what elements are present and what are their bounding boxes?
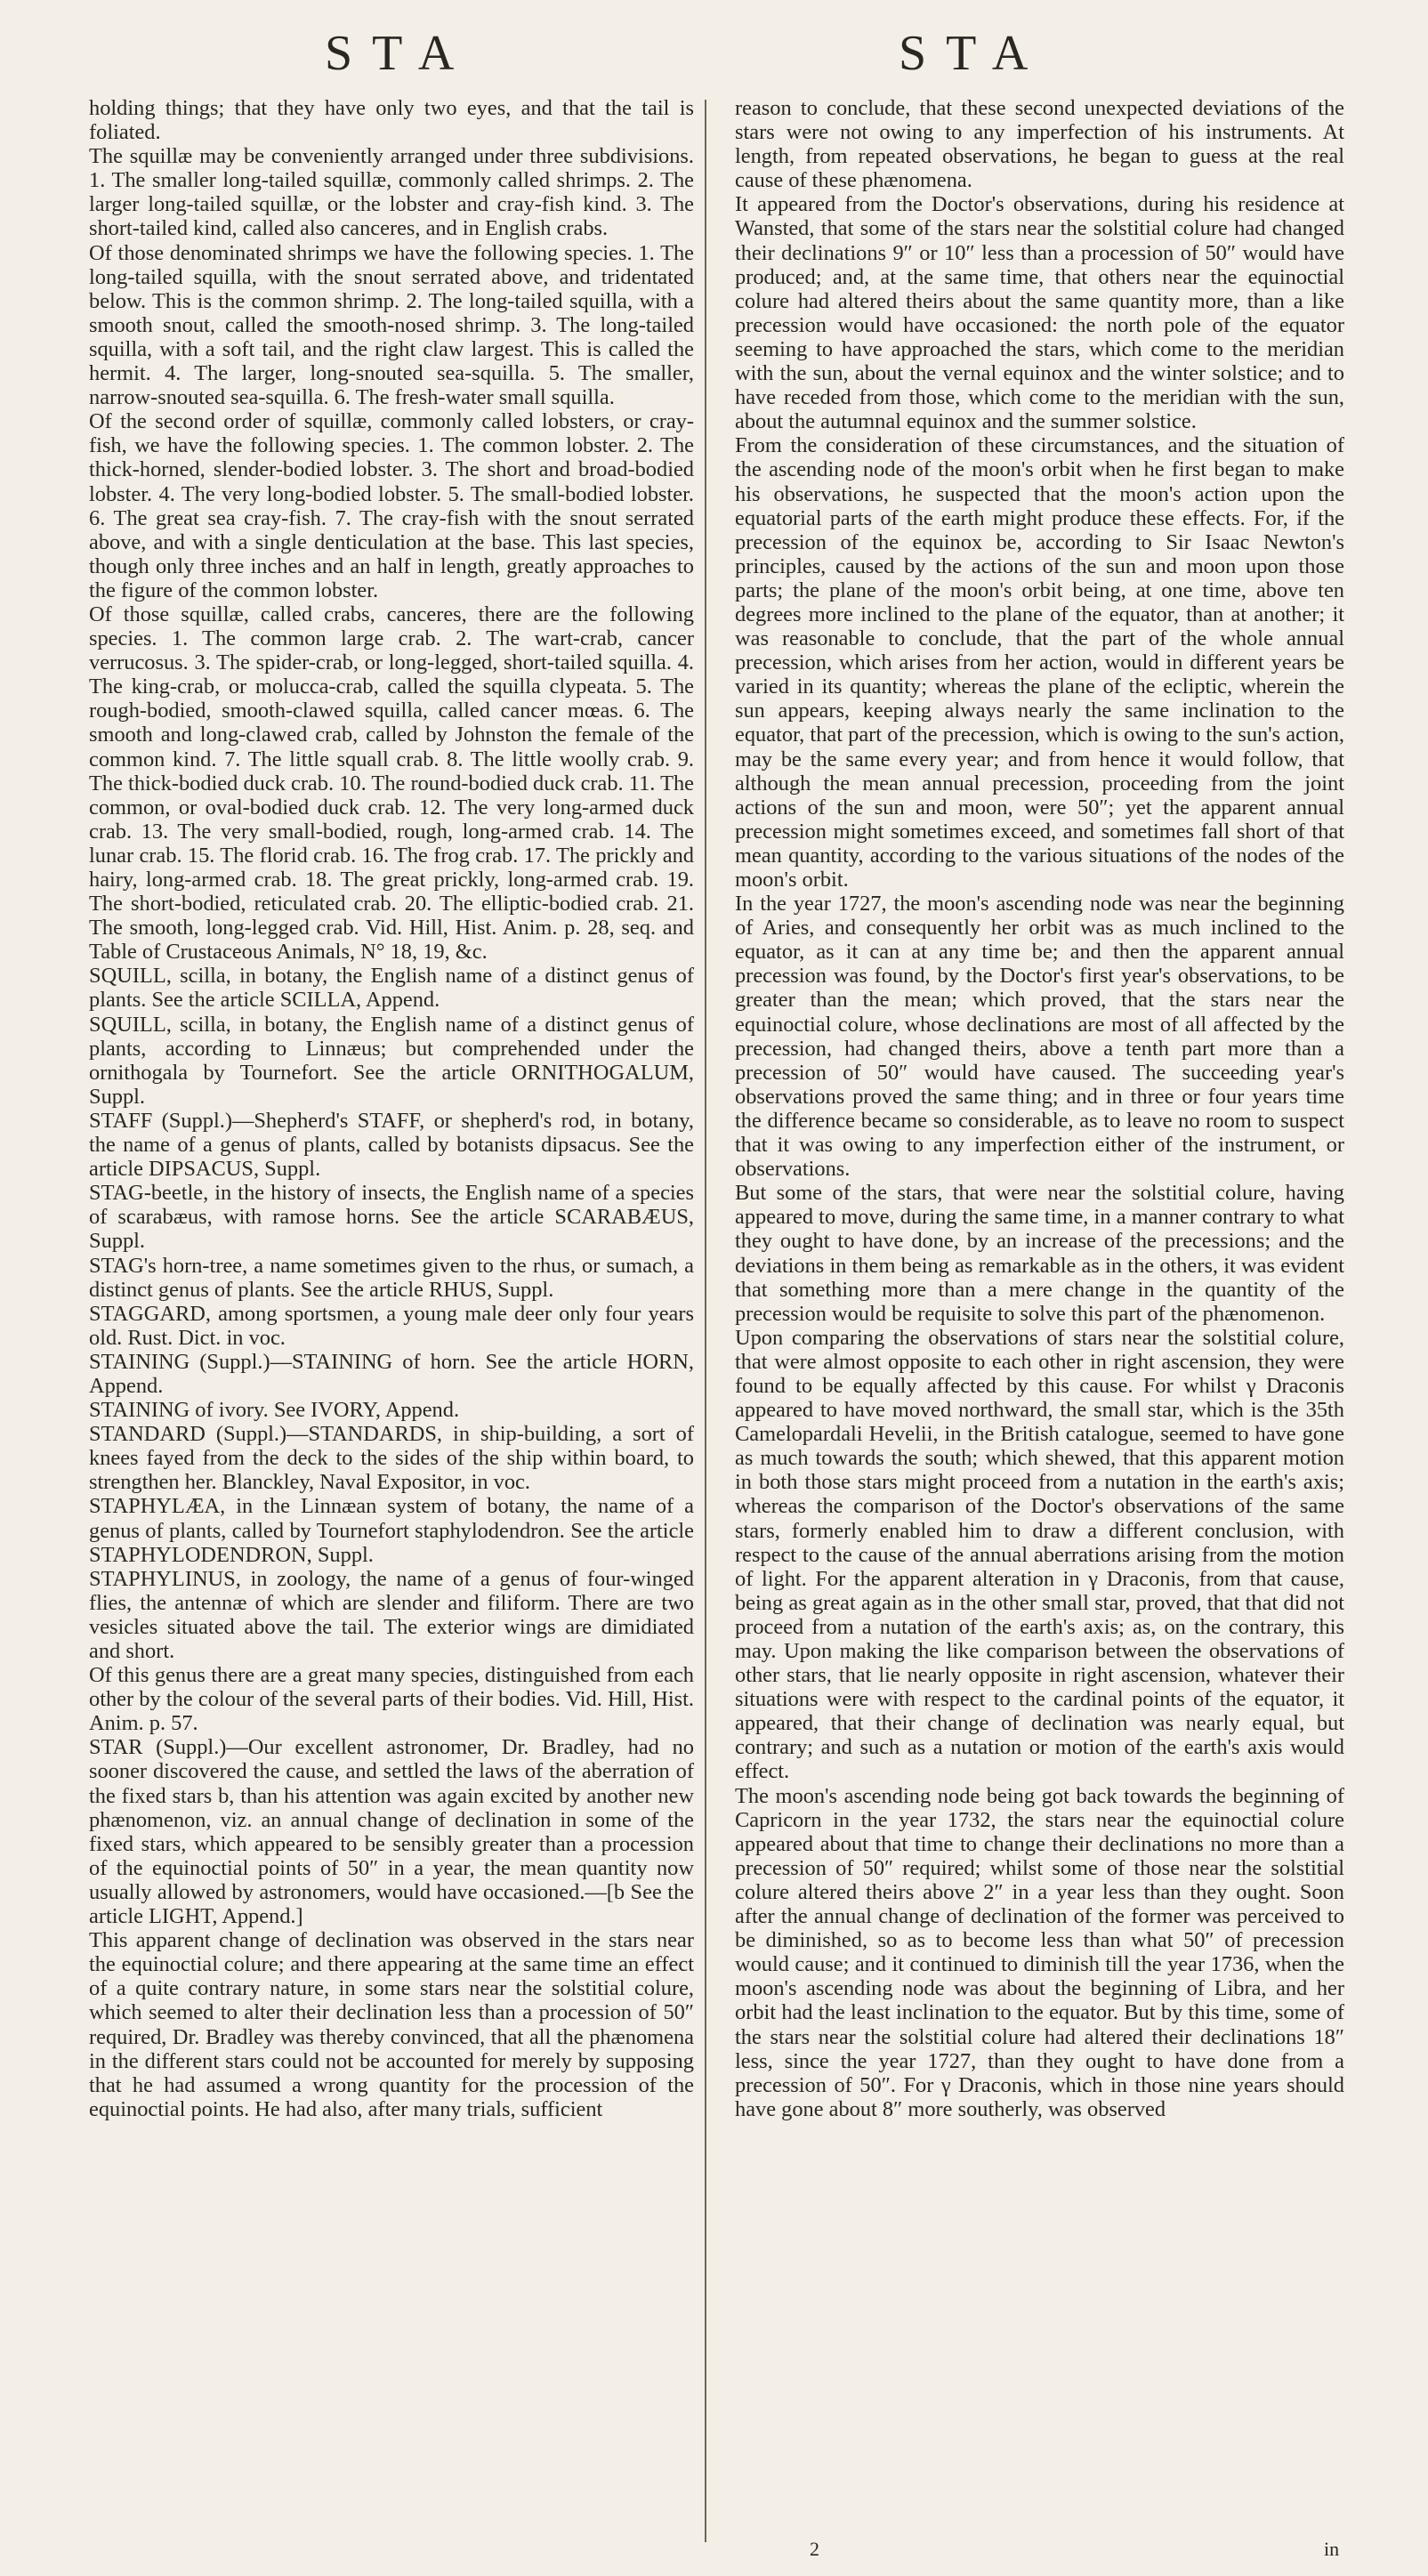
entry-staff: STAFF (Suppl.)—Shepherd's STAFF, or shepherd's rod, in botany, the name of a genus of plants, called by botanists dipsacus. See the article DIPSACUS, Suppl. [89,1108,694,1182]
paragraph: Of those denominated shrimps we have the following species. 1. The long-tailed squilla, with the snout serrated above, and tridentated below. This is the common shrimp. 2. The long-tailed squilla, with a smooth snout, called the smooth-nosed shrimp. 3. The long-tailed squilla, with a soft tail, and the right claw largest. This is called the hermit. 4. The larger, long-snouted sea-squilla. 5. The smaller, narrow-snouted sea-squilla. 6. The fresh-water small squilla. [89,240,694,410]
entry-staining-horn: STAINING (Suppl.)—STAINING of horn. See the article HORN, Append. [89,1349,694,1398]
paragraph: Of those squillæ, called crabs, canceres, there are the following species. 1. The common large crab. 2. The wart-crab, cancer verrucosus. 3. The spider-crab, or long-legged, short-tailed squilla. 4. The king-crab, or molucca-crab, called the squilla clypeata. 5. The rough-bodied, smooth-clawed squilla, called cancer mœas. 6. The smooth and long-clawed crab, called by Johnston the female of the common kind. 7. The little squall crab. 8. The little woolly crab. 9. The thick-bodied duck crab. 10. The round-bodied duck crab. 11. The common, or oval-bodied duck crab. 12. The very long-armed duck crab. 13. The very small-bodied, rough, long-armed crab. 14. The lunar crab. 15. The florid crab. 16. The frog crab. 17. The prickly and hairy, long-armed crab. 18. The great prickly, long-armed crab. 19. The short-bodied, reticulated crab. 20. The elliptic-bodied crab. 21. The smooth, long-legged crab. Vid. Hill, Hist. Anim. p. 28, seq. and Table of Crustaceous Animals, N° 18, 19, &c. [89,602,694,965]
entry-standard: STANDARD (Suppl.)—STANDARDS, in ship-building, a sort of knees fayed from the deck to the sides of the ship within board, to strengthen her. Blanckley, Naval Expositor, in voc. [89,1422,694,1495]
entry-staining-ivory: STAINING of ivory. See IVORY, Append. [89,1398,460,1423]
paragraph: The moon's ascending node being got back towards the beginning of Capricorn in the year 1732, the stars near the equinoctial colure appeared about that time to change their declinations no more than a precession of 50″ required; whilst some of those near the solstitial colure altered theirs above 2″ in a year less than they ought. Soon after the annual change of declination of the former was perceived to be diminished, so as to become less than what 50″ of precession would cause; and it continued to diminish till the year 1736, when the moon's ascending node was about the beginning of Libra, and her orbit had the least inclination to the equator. But by this time, some of the stars near the solstitial colure had altered their declinations 18″ less, since the year 1727, than they ought to have done from a precession of 50″. For γ Draconis, which in those nine years should have gone about 8″ more southerly, was observed [735,1783,1344,2121]
header-right-word: STA [899,26,1048,81]
entry-staggard: STAGGARD, among sportsmen, a young male deer only four years old. Rust. Dict. in voc. [89,1301,694,1350]
right-column [735,96,1344,2121]
paragraph: holding things; that they have only two eyes, and that the tail is foliated. [89,96,694,145]
paragraph: From the consideration of these circumstances, and the situation of the ascending node of the moon's orbit when he first began to make his observations, he suspected that the moon's action upon the equatorial parts of the earth might produce these effects. For, if the precession of the equinox be, according to Sir Isaac Newton's principles, caused by the actions of the sun and moon upon those parts; the plane of the moon's orbit being, at one time, above ten degrees more inclined to the plane of the equator, than at another; it was reasonable to conclude, that the part of the whole annual precession, which arises from her action, would in different years be varied in its quantity; whereas the plane of the ecliptic, wherein the sun appears, keeping always nearly the same inclination to the equator, that part of the precession, which is owing to the sun's action, may be the same every year; and from hence it would follow, that although the mean annual precession, proceeding from the joint actions of the sun and moon, were 50″; yet the apparent annual precession might sometimes exceed, and sometimes fall short of that mean quantity, according to the various situations of the nodes of the moon's orbit. [735,433,1344,892]
entry-squill-1: SQUILL, scilla, in botany, the English name of a distinct genus of plants. See the article SCILLA, Append. [89,964,694,1013]
paragraph: This apparent change of declination was observed in the stars near the equinoctial colure; and there appearing at the same time an effect of a quite contrary nature, in some stars near the solstitial colure, which seemed to alter their declination less than a procession of 50″ required, Dr. Bradley was thereby convinced, that all the phænomena in the different stars could not be accounted for merely by supposing that he had assumed a wrong quantity for the procession of the equinoctial points. He had also, after many trials, sufficient [89,1928,694,2121]
paragraph: Upon comparing the observations of stars near the solstitial colure, that were almost opposite to each other in right ascension, they were found to be equally affected by this cause. For whilst γ Draconis appeared to have moved northward, the small star, which is the 35th Camelopardali Hevelii, in the British catalogue, seemed to have gone as much towards the south; which shewed, that this apparent motion in both those stars might proceed from a nutation in the earth's axis; whereas the comparison of the Doctor's observations of the same stars, formerly enabled him to draw a different conclusion, with respect to the cause of the annual aberrations arising from the motion of light. For the apparent alteration in γ Draconis, from that cause, being as great again as in the other small star, proved, that that did not proceed from a nutation of the earth's axis; as, on the contrary, this may. Upon making the like comparison between the observations of other stars, that lie nearly opposite in right ascension, whatever their situations were with respect to the cardinal points of the equator, it appeared, that their change of declination was nearly equal, but contrary; and such as a nutation or motion of the earth's axis would effect. [735,1325,1344,1784]
paragraph: reason to conclude, that these second unexpected deviations of the stars were not owing to any imperfection of his instruments. At length, from repeated observations, he began to guess at the real cause of these phænomena. [735,96,1344,193]
entry-stag-beetle: STAG-beetle, in the history of insects, the English name of a species of scarabæus, with ramose horns. See the article SCARABÆUS, Suppl. [89,1181,694,1254]
header-left-word: STA [325,26,474,81]
entry-star: STAR (Suppl.)—Our excellent astronomer, Dr. Bradley, had no sooner discovered the cause, and settled the laws of the aberration of the fixed stars b, than his attention was again excited by another new phænomenon, viz. an annual change of declination in some of the fixed stars, which appeared to be sensibly greater than a procession of the equinoctial points of 50″ in a year, the mean quantity now usually allowed by astronomers, would have occasioned.—[b See the article LIGHT, Append.] [89,1735,694,1929]
running-header [0,25,1428,87]
column-divider [705,100,706,2542]
entry-staphylinus: STAPHYLINUS, in zoology, the name of a genus of four-winged flies, the antennæ of which are slender and filiform. There are two vesicles situated above the tail. The exterior wings are dimidiated and short. [89,1566,694,1663]
paragraph: Of the second order of squillæ, commonly called lobsters, or cray-fish, we have the following species. 1. The common lobster. 2. The thick-horned, slender-bodied lobster. 3. The short and broad-bodied lobster. 4. The very long-bodied lobster. 5. The small-bodied lobster. 6. The great sea cray-fish. 7. The cray-fish with the snout serrated above, and with a single denticulation at the base. This last species, though only three inches and an half in length, greatly approaches to the figure of the common lobster. [89,409,694,602]
catchword: in [1324,2538,1340,2560]
paragraph: But some of the stars, that were near the solstitial colure, having appeared to move, during the same time, in a manner contrary to what they ought to have done, by an increase of the precessions; and the deviations in them being as remarkable as in the others, it was evident that something more than a mere change in the quantity of the precession would be requisite to solve this part of the phænomenon. [735,1181,1344,1326]
paragraph: Of this genus there are a great many species, distinguished from each other by the colour of the several parts of their bodies. Vid. Hill, Hist. Anim. p. 57. [89,1663,694,1736]
paragraph: It appeared from the Doctor's observations, during his residence at Wansted, that some of the stars near the solstitial colure had changed their declinations 9″ or 10″ less than a procession of 50″ would have produced; and, at the same time, that others near the equinoctial colure had altered theirs about the same quantity more, than a like precession would have occasioned: the north pole of the equator seeming to have approached the stars, which come to the meridian with the sun, about the vernal equinox and the winter solstice; and to have receded from those, which come to the meridian with the sun, about the autumnal equinox and the summer solstice. [735,192,1344,434]
entry-staphylaea: STAPHYLÆA, in the Linnæan system of botany, the name of a genus of plants, called by Tournefort staphylodendron. See the article STAPHYLODENDRON, Suppl. [89,1494,694,1567]
signature-mark: 2 [810,2538,819,2560]
paragraph: The squillæ may be conveniently arranged under three subdivisions. 1. The smaller long-tailed squillæ, commonly called shrimps. 2. The larger long-tailed squillæ, or the lobster and cray-fish kind. 3. The short-tailed kind, called also canceres, and in English crabs. [89,144,694,241]
paragraph: In the year 1727, the moon's ascending node was near the beginning of Aries, and consequently her orbit was as much inclined to the equator, as it can at any time be; and then the apparent annual precession was found, by the Doctor's first year's observations, to be greater than the mean; which proved, that the stars near the equinoctial colure, whose declinations are most of all affected by the precession, had changed theirs, above a tenth part more than a precession of 50″ would have caused. The succeeding year's observations proved the same thing; and in three or four years time the difference became so considerable, as to leave no room to suspect that it was owing to any imperfection either of the instrument, or observations. [735,892,1344,1182]
entry-squill-2: SQUILL, scilla, in botany, the English name of a distinct genus of plants, according to Linnæus; but comprehended under the ornithogala by Tournefort. See the article ORNITHOGALUM, Suppl. [89,1012,694,1109]
left-column [89,96,694,2121]
entry-stags-horn-tree: STAG's horn-tree, a name sometimes given to the rhus, or sumach, a distinct genus of plants. See the article RHUS, Suppl. [89,1253,694,1302]
